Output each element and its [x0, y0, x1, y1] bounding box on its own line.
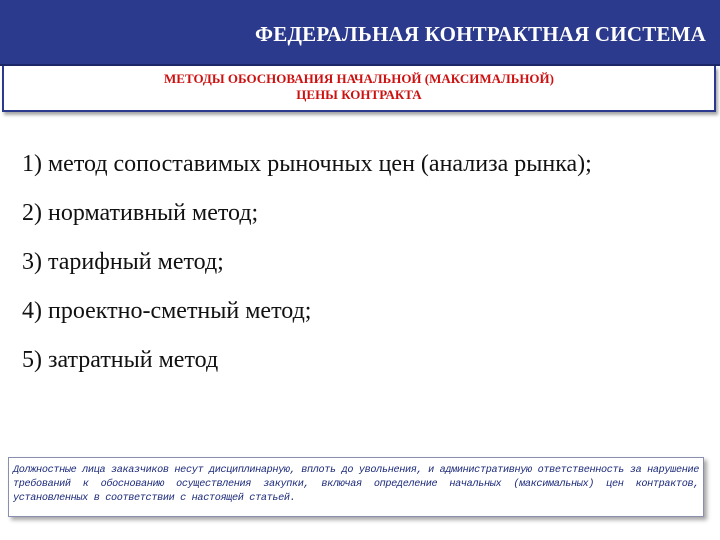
responsibility-note-box — [8, 457, 704, 517]
responsibility-note-text: Должностные лица заказчиков несут дисциплинарную, вплоть до увольнения, и административную ответственность за нарушение требований к обоснованию осуществления закупки, включая определение начальных (максимальных) цен контрактов, установленных в соответствии с настоящей статьей. — [13, 465, 699, 504]
method-item-2: 2) нормативный метод; — [22, 200, 259, 226]
method-item-1: 1) метод сопоставимых рыночных цен (анализа рынка); — [22, 151, 592, 177]
method-item-3: 3) тарифный метод; — [22, 249, 224, 275]
method-item-4: 4) проектно-сметный метод; — [22, 298, 312, 324]
method-item-5: 5) затратный метод — [22, 347, 219, 373]
subtitle-line-1: МЕТОДЫ ОБОСНОВАНИЯ НАЧАЛЬНОЙ (МАКСИМАЛЬНОЙ) — [164, 71, 554, 86]
header-bar — [0, 0, 720, 66]
page-title: ФЕДЕРАЛЬНАЯ КОНТРАКТНАЯ СИСТЕМА — [255, 22, 706, 46]
subtitle-line-2: ЦЕНЫ КОНТРАКТА — [296, 87, 422, 102]
subtitle-box — [2, 66, 716, 112]
methods-list — [22, 140, 592, 385]
